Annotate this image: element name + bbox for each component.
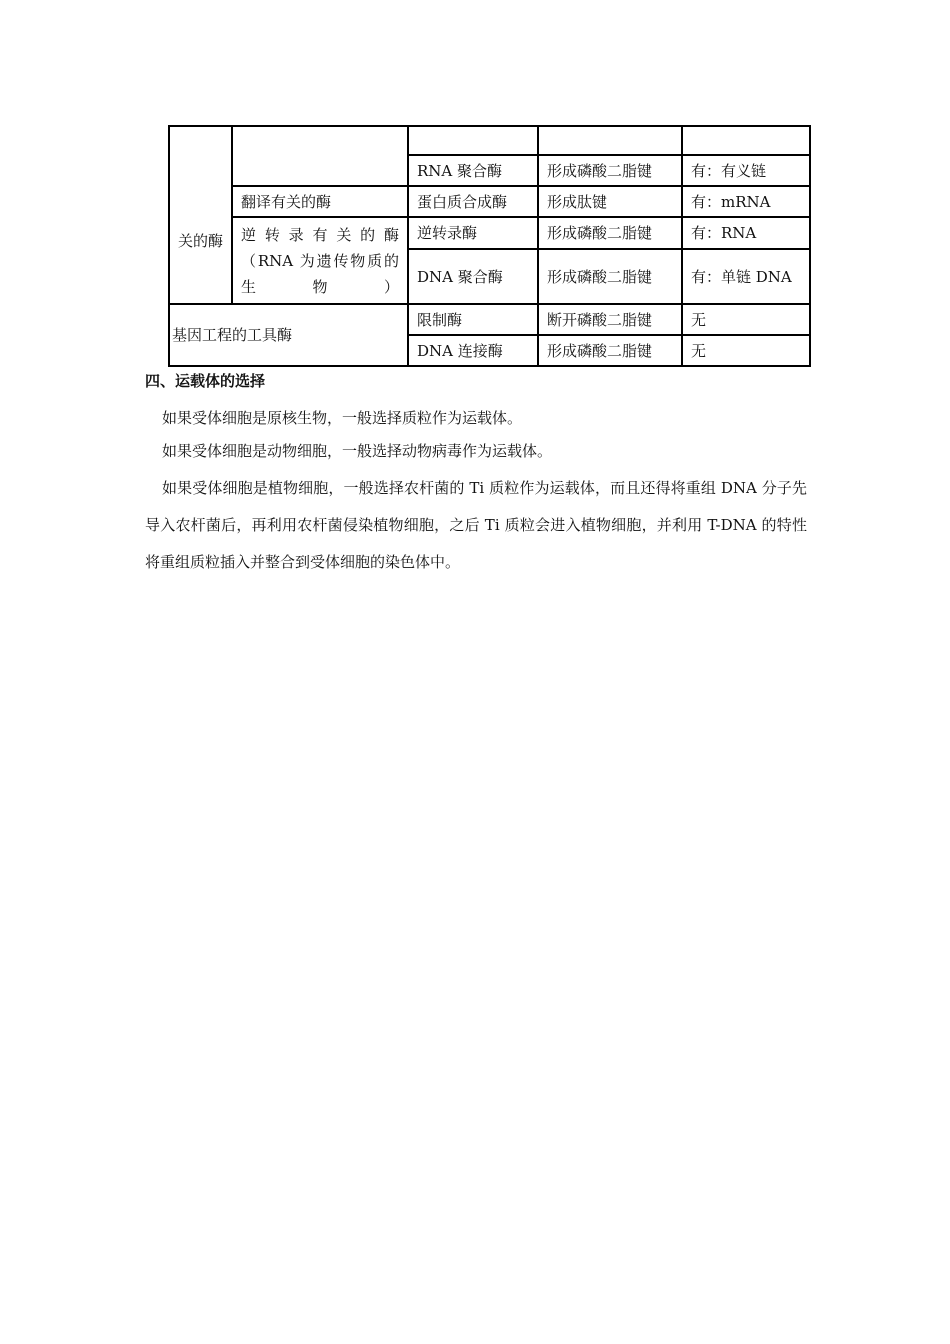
template-cell: 有：mRNA (682, 186, 810, 217)
paragraph: 如果受体细胞是植物细胞，一般选择农杆菌的 Ti 质粒作为运载体，而且还得将重组 DNA 分子先导入农杆菌后，再利用农杆菌侵染植物细胞，之后 Ti 质粒会进入植物细胞，并利用 T-DNA 的特性将重组质粒插入并整合到受体细胞的染色体中。 (145, 479, 807, 571)
table-row (169, 126, 810, 155)
table-cell (538, 126, 682, 155)
template-cell: 无 (682, 335, 810, 366)
table-row (169, 217, 810, 249)
action-cell: 断开磷酸二脂键 (538, 304, 682, 335)
action-cell: 形成磷酸二脂键 (538, 335, 682, 366)
action-cell: 形成磷酸二脂键 (538, 155, 682, 186)
template-cell: 有：有义链 (682, 155, 810, 186)
category-line: （RNA 为遗传物质的生物） (241, 251, 400, 296)
side-label: 关的酶 (178, 232, 224, 250)
enzyme-cell: 限制酶 (408, 304, 538, 335)
table-cell (682, 126, 810, 155)
enzyme-cell: DNA 聚合酶 (408, 249, 538, 304)
action-cell: 形成磷酸二脂键 (538, 249, 682, 304)
enzyme-cell: 蛋白质合成酶 (408, 186, 538, 217)
enzyme-cell: DNA 连接酶 (408, 335, 538, 366)
template-cell: 有：RNA (682, 217, 810, 249)
action-cell: 形成肽键 (538, 186, 682, 217)
table-row (169, 186, 810, 217)
paragraph: 如果受体细胞是动物细胞，一般选择动物病毒作为运载体。 (162, 442, 553, 460)
template-cell: 无 (682, 304, 810, 335)
template-cell: 有：单链 DNA (682, 249, 810, 304)
category-cell (232, 217, 408, 304)
enzyme-table (168, 125, 811, 367)
table-cell (232, 126, 408, 186)
paragraph: 如果受体细胞是原核生物，一般选择质粒作为运载体。 (162, 409, 523, 427)
side-label-cell (169, 126, 232, 304)
table-cell (408, 126, 538, 155)
group-cell: 基因工程的工具酶 (169, 304, 408, 366)
category-line: 逆转录有关的酶 (241, 225, 400, 244)
enzyme-cell: 逆转录酶 (408, 217, 538, 249)
enzyme-cell: RNA 聚合酶 (408, 155, 538, 186)
action-cell: 形成磷酸二脂键 (538, 217, 682, 249)
section-heading: 四、运载体的选择 (145, 372, 266, 390)
table-row (169, 304, 810, 335)
category-cell: 翻译有关的酶 (232, 186, 408, 217)
